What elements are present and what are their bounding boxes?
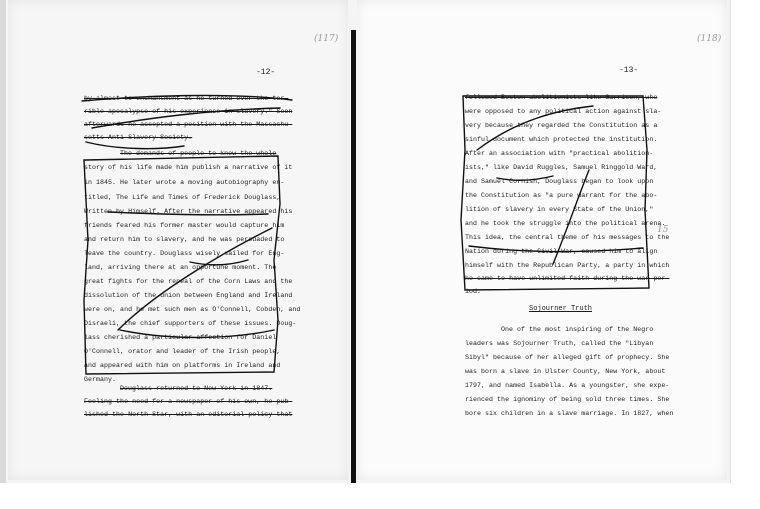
- text-line: Douglass returned to New York in 1847.: [120, 385, 273, 392]
- text-line: and appeared with him on platforms in Ireland and: [84, 362, 281, 369]
- text-line: and return him to slavery, and he was persuaded to: [84, 236, 285, 243]
- text-line: and he took the struggle into the political arena.: [465, 220, 666, 227]
- text-line: O'Connell, orator and leader of the Irish people,: [84, 348, 281, 355]
- text-line: were on, and he met such men as O'Connell, Cobden, and: [84, 306, 301, 313]
- text-line: very because they regarded the Constitution as a: [465, 122, 658, 129]
- text-line: Nation during the Civil War, caused him to align: [465, 248, 658, 255]
- left-manuscript-page: [8, 0, 348, 480]
- text-line: lition of slavery in every State of the Union,": [465, 206, 654, 213]
- text-line: Germany.: [84, 376, 117, 383]
- page-number: -13-: [619, 66, 639, 75]
- text-line: the Constitution as "a pure warrant for the abo-: [465, 192, 658, 199]
- page-number: -12-: [256, 68, 276, 77]
- text-line: Disraeli, the chief supporters of these issues. Doug-: [84, 320, 297, 327]
- text-line: lass cherished a particular affection for Daniel: [84, 334, 277, 341]
- scan-edge-shadow: [0, 0, 6, 509]
- text-line: afterwards he accepted a position with the Massachu-: [84, 121, 293, 128]
- text-line: This idea, the central theme of his messages to the: [465, 234, 670, 241]
- text-line: followed Boston abolitionists like Garrison, who: [465, 94, 658, 101]
- text-line: and Samuel Cornish, Douglass began to look upon: [465, 178, 654, 185]
- text-line: were opposed to any political action against sla-: [465, 108, 662, 115]
- scan-bottom-border: [0, 483, 760, 509]
- margin-note: 15: [657, 225, 669, 235]
- text-line: iod.: [465, 288, 482, 295]
- section-heading: Sojourner Truth: [529, 305, 593, 313]
- text-line: lished the North Star, with an editorial policy that: [84, 411, 293, 418]
- text-line: he came to have unlimited faith during the war per-: [465, 275, 670, 282]
- text-line: After an association with "practical abolition-: [465, 150, 654, 157]
- handwritten-page-number: (118): [697, 34, 722, 44]
- text-line: setts Anti-Slavery Society.: [84, 134, 193, 141]
- text-line: sinful document which protected the institution.: [465, 136, 658, 143]
- text-line: in 1845. He later wrote a moving autobiography en-: [84, 179, 285, 186]
- scanner-edge: [730, 0, 760, 509]
- text-line: ists," like David Ruggles, Samuel Ringgold Ward,: [465, 164, 658, 171]
- text-line: titled, The Life and Times of Frederick Douglass,: [84, 194, 281, 201]
- text-line: by almost to enchantment as he turned over the ter-: [84, 95, 289, 102]
- text-line: Sibyl" because of her alleged gift of prophecy. She: [465, 354, 670, 361]
- text-line: land, arriving there at an opportune moment. The: [84, 264, 277, 271]
- text-line: bore six children in a slave marriage. In 1827, when: [465, 410, 674, 417]
- binding-gutter: [351, 30, 356, 485]
- text-line: friends feared his former master would capture him: [84, 222, 285, 229]
- text-line: great fights for the repeal of the Corn Laws and the: [84, 278, 293, 285]
- text-line: leaders was Sojourner Truth, called the "Libyan: [465, 340, 654, 347]
- text-line: himself with the Republican Party, a party in which: [465, 262, 670, 269]
- text-line: 1797, and named Isabella. As a youngster, she expe-: [465, 382, 670, 389]
- text-line: One of the most inspiring of the Negro: [501, 326, 654, 333]
- text-line: Written by Himself. After the narrative appeared his: [84, 208, 293, 215]
- text-line: dissolution of the union between England and Ireland: [84, 292, 293, 299]
- right-manuscript-page: [357, 0, 727, 480]
- text-line: rienced the ignominy of being sold three times. She: [465, 396, 670, 403]
- text-line: story of his life made him publish a narrative of it: [84, 164, 293, 171]
- handwritten-page-number: (117): [314, 34, 339, 44]
- text-line: leave the country. Douglass wisely sailed for Eng-: [84, 250, 285, 257]
- text-line: rible apocalypse of his experience in slavery." Soon: [84, 108, 293, 115]
- text-line: The demands of people to know the whole: [120, 150, 277, 157]
- text-line: Feeling the need for a newspaper of his own, he pub-: [84, 398, 293, 405]
- text-line: was born a slave in Ulster County, New York, about: [465, 368, 666, 375]
